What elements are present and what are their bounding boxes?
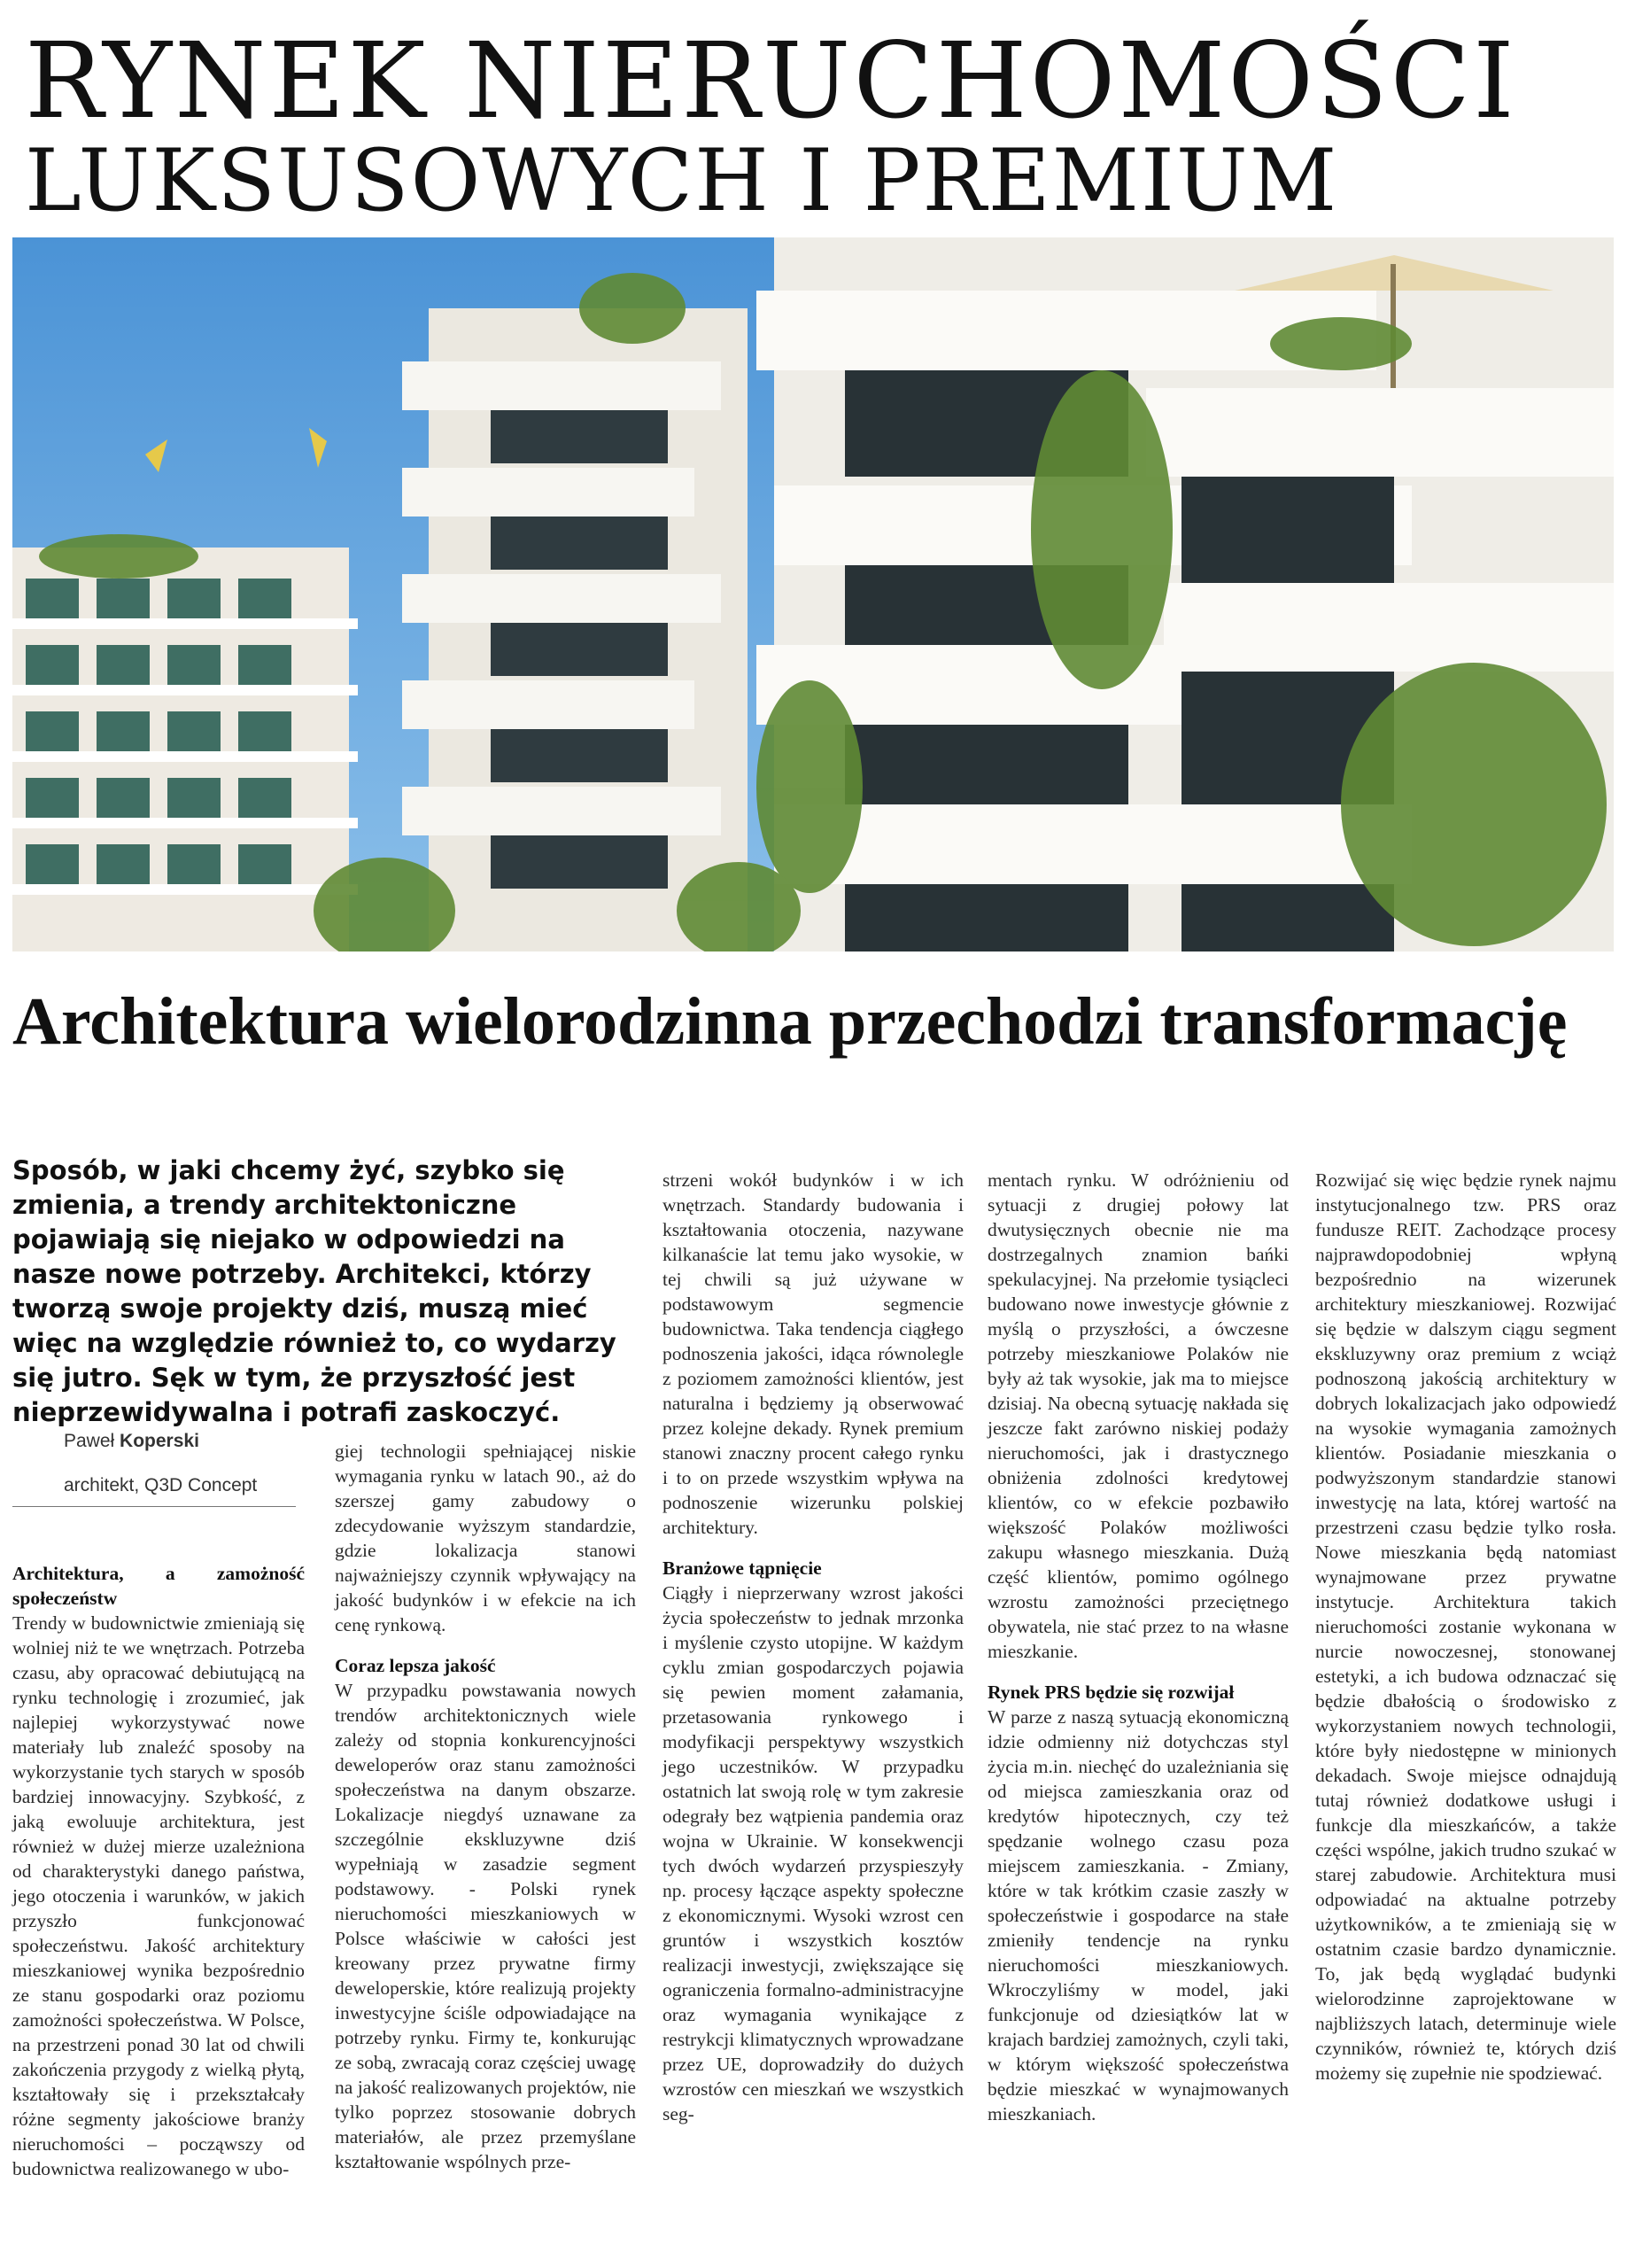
subheading-quality: Coraz lepsza jakość [335, 1655, 496, 1676]
author-role: architekt, Q3D Concept [64, 1475, 258, 1495]
article-photo [12, 237, 1614, 951]
column-2-text-b: W przypadku powstawania nowych trendów architektonicznych wiele zależy od stopnia konkurencyjności deweloperów oraz stanu zamożności społeczeństwa na danym obszarze. Lokalizacje niegdyś uznawane za szczególnie ekskluzywne dziś wypełniają w zasadzie segment podstawowy. - Polski rynek nieruchomości mieszkaniowych w Polsce właściwie w całości jest kreowany przez prywatne firmy deweloperskie, które realizują projekty inwestycyjne ściśle odpowiadające na potrzeby rynku. Firmy te, konkurując ze sobą, zwracają coraz częściej uwagę na jakość realizowanych projektów, nie tylko poprzez stosowanie dobrych materiałów, ale przez przemyślane kształtowanie wspólnych prze- [335, 1680, 636, 2172]
column-2-text-a: giej technologii spełniającej niskie wymagania rynku w latach 90., aż do szerszej gamy zabudowy o zdecydowanie wyższym standardzie, gdzie lokalizacja stanowi najważniejszy czynnik wpływający na jakość budynków i w efekcie na ich cenę rynkową. [335, 1441, 636, 1635]
article-column-1 [12, 1561, 305, 2181]
article-lead: Sposób, w jaki chcemy żyć, szybko się zmienia, a trendy architektoniczne pojawiają się niejako w odpowiedzi na nasze nowe potrzeby. Architekci, którzy tworzą swoje projekty dziś, muszą mieć więc na względzie również to, co wydarzy się jutro. Sęk w tym, że przyszłość jest nieprzewidywalna i potrafi zaskoczyć. [12, 1155, 616, 1427]
author-first-name: Paweł [64, 1431, 115, 1451]
article-column-3 [662, 1168, 964, 2126]
column-5-text: Rozwijać się więc będzie rynek najmu instytucjonalnego tzw. PRS oraz fundusze REIT. Zachodzące procesy najprawdopodobniej wpłyną bezpośrednio na wizerunek architektury mieszkaniowej. Rozwijać się będzie w dalszym ciągu segment ekskluzywny oraz premium z wciąż podnoszoną jakością architektury w dobrych lokalizacjach jako odpowiedź na wysokie wymagania zamożnych klientów. Posiadanie mieszkania o podwyższonym standardzie stanowi inwestycję na lata, której wartość na przestrzeni czasu będzie tylko rosła. Nowe mieszkania będą natomiast wynajmowane przez prywatne instytucje. Architektura takich nieruchomości zostanie wykonana w nurcie nowoczesnej, stonowanej estetyki, a ich budowa odznaczać się będzie dbałością o środowisko z wykorzystaniem nowych technologii, które były niedostępne w minionych dekadach. Swoje miejsce odnajdują tutaj również dodatkowe usługi i funkcje dla mieszkańców, a także części wspólne, jakich trudno szukać w starej zabudowie. Architektura musi odpowiadać na aktualne potrzeby użytkowników, a te zmieniają się w ostatnim czasie bardzo dynamicznie. To, jak będą wyglądać budynki wielorodzinne zaprojektowane w najbliższych latach, determinuje wiele czynników, również te, których dziś możemy się zupełnie nie spodziewać. [1315, 1169, 1616, 2084]
subheading-prs-market: Rynek PRS będzie się rozwijał [988, 1682, 1235, 1703]
apartment-buildings-illustration [12, 237, 1614, 951]
column-3-text-b: Ciągły i nieprzerwany wzrost jakości życia społeczeństw to jednak mrzonka i myślenie czysto utopijne. W każdym cyklu zmian gospodarczych pojawia się pewien moment załamania, przetasowania rynkowego i modyfikacji perspektywy wszystkich jego uczestników. W przypadku ostatnich lat swoją rolę w tym zakresie odegrały bez wątpienia pandemia oraz wojna w Ukrainie. W konsekwencji tych dwóch wydarzeń przyspieszyły np. procesy łączące aspekty społeczne z ekonomicznymi. Wysoki wzrost cen gruntów i wszystkich kosztów realizacji inwestycji, zwiększające się ograniczenia formalno-administracyjne oraz wymagania wynikające z restrykcji klimatycznych wprowadzane przez UE, doprowadziły do dużych wzrostów cen mieszkań we wszystkich seg- [662, 1582, 964, 2124]
column-1-text: Trendy w budownictwie zmieniają się wolniej niż te we wnętrzach. Potrzeba czasu, aby opracować debiutującą na rynku technologię i zrozumieć, jak najlepiej wykorzystywać nowe materiały lub znaleźć sposoby na wykorzystanie tych starych w sposób bardziej innowacyjny. Szybkość, z jaką ewoluuje architektura, jest również w dużej mierze uzależniona od charakterystyki danego państwa, jego otoczenia i warunków, w jakich przyszło funkcjonować społeczeństwu. Jakość architektury mieszkaniowej wynika bezpośrednio ze stanu gospodarki oraz poziomu zamożności społeczeństwa. W Polsce, na przestrzeni ponad 30 lat od chwili zakończenia przygody z wielką płytą, kształtowały się i przekształcały różne segmenty jakościowe branży nieruchomości – począwszy od budownictwa realizowanego w ubo- [12, 1612, 305, 2179]
subheading-wealth: Architektura, a zamożność społeczeństw [12, 1563, 305, 1609]
column-3-text-a: strzeni wokół budynków i w ich wnętrzach. Standardy budowania i kształtowania otoczenia, nazywane kilkanaście lat temu jako wysokie, w tej chwili są już używane w podstawowym segmencie budownictwa. Taka tendencja ciągłego podnoszenia jakości, idąca równolegle z poziomem zamożności klientów, jest naturalna i będziemy ją obserwować przez kolejne dekady. Rynek premium stanowi znaczny procent całego rynku i to on przede wszystkim wpływa na podnoszenie wizerunku polskiej architektury. [662, 1169, 964, 1538]
subheading-industry-slump: Branżowe tąpnięcie [662, 1557, 822, 1579]
masthead-title-line2: LUKSUSOWYCH I PREMIUM [25, 131, 1339, 230]
masthead-title-line1: RYNEK NIERUCHOMOŚCI [25, 19, 1517, 142]
masthead [25, 19, 1601, 230]
column-4-text-b: W parze z naszą sytuacją ekonomiczną idzie odmienny niż dotychczas styl życia m.in. niechęć do uzależniania się od miejsca zamieszkania oraz od kredytów hipotecznych, czy też spędzanie wolnego czasu poza miejscem zamieszkania. - Zmiany, które w tak krótkim czasie zaszły w społeczeństwie i gospodarce na stałe zmieniły tendencje na rynku nieruchomości mieszkaniowych. Wkroczyliśmy w model, jaki funkcjonuje od dziesiątków lat w krajach bardziej zamożnych, czyli taki, w którym większość społeczeństwa będzie mieszkać w wynajmowanych mieszkaniach. [988, 1706, 1289, 2124]
byline-divider [12, 1506, 296, 1507]
article-headline: Architektura wielorodzinna przechodzi transformację [12, 984, 1568, 1059]
article-column-4 [988, 1168, 1289, 2126]
author-byline [64, 1419, 294, 1508]
author-last-name: Koperski [120, 1431, 199, 1451]
article-column-5 [1315, 1168, 1616, 2085]
column-4-text-a: mentach rynku. W odróżnieniu od sytuacji z drugiej połowy lat dwutysięcznych obecnie nie ma dostrzegalnych znamion bańki spekulacyjnej. Na przełomie tysiącleci budowano nowe inwestycje głównie z myślą o przyszłości, a ówczesne potrzeby mieszkaniowe Polaków nie były aż tak wysokie, jak ma to miejsce dzisiaj. Na obecną sytuację nakłada się jeszcze fakt zarówno niskiej podaży nieruchomości, jak i drastycznego obniżenia zdolności kredytowej klientów, co w efekcie pozbawiło większość Polaków możliwości zakupu własnego mieszkania. Dużą część klientów, pomimo ogólnego wzrostu zamożności przeciętnego obywatela, nie stać przez to na własne mieszkanie. [988, 1169, 1289, 1662]
article-column-2 [335, 1439, 636, 2174]
